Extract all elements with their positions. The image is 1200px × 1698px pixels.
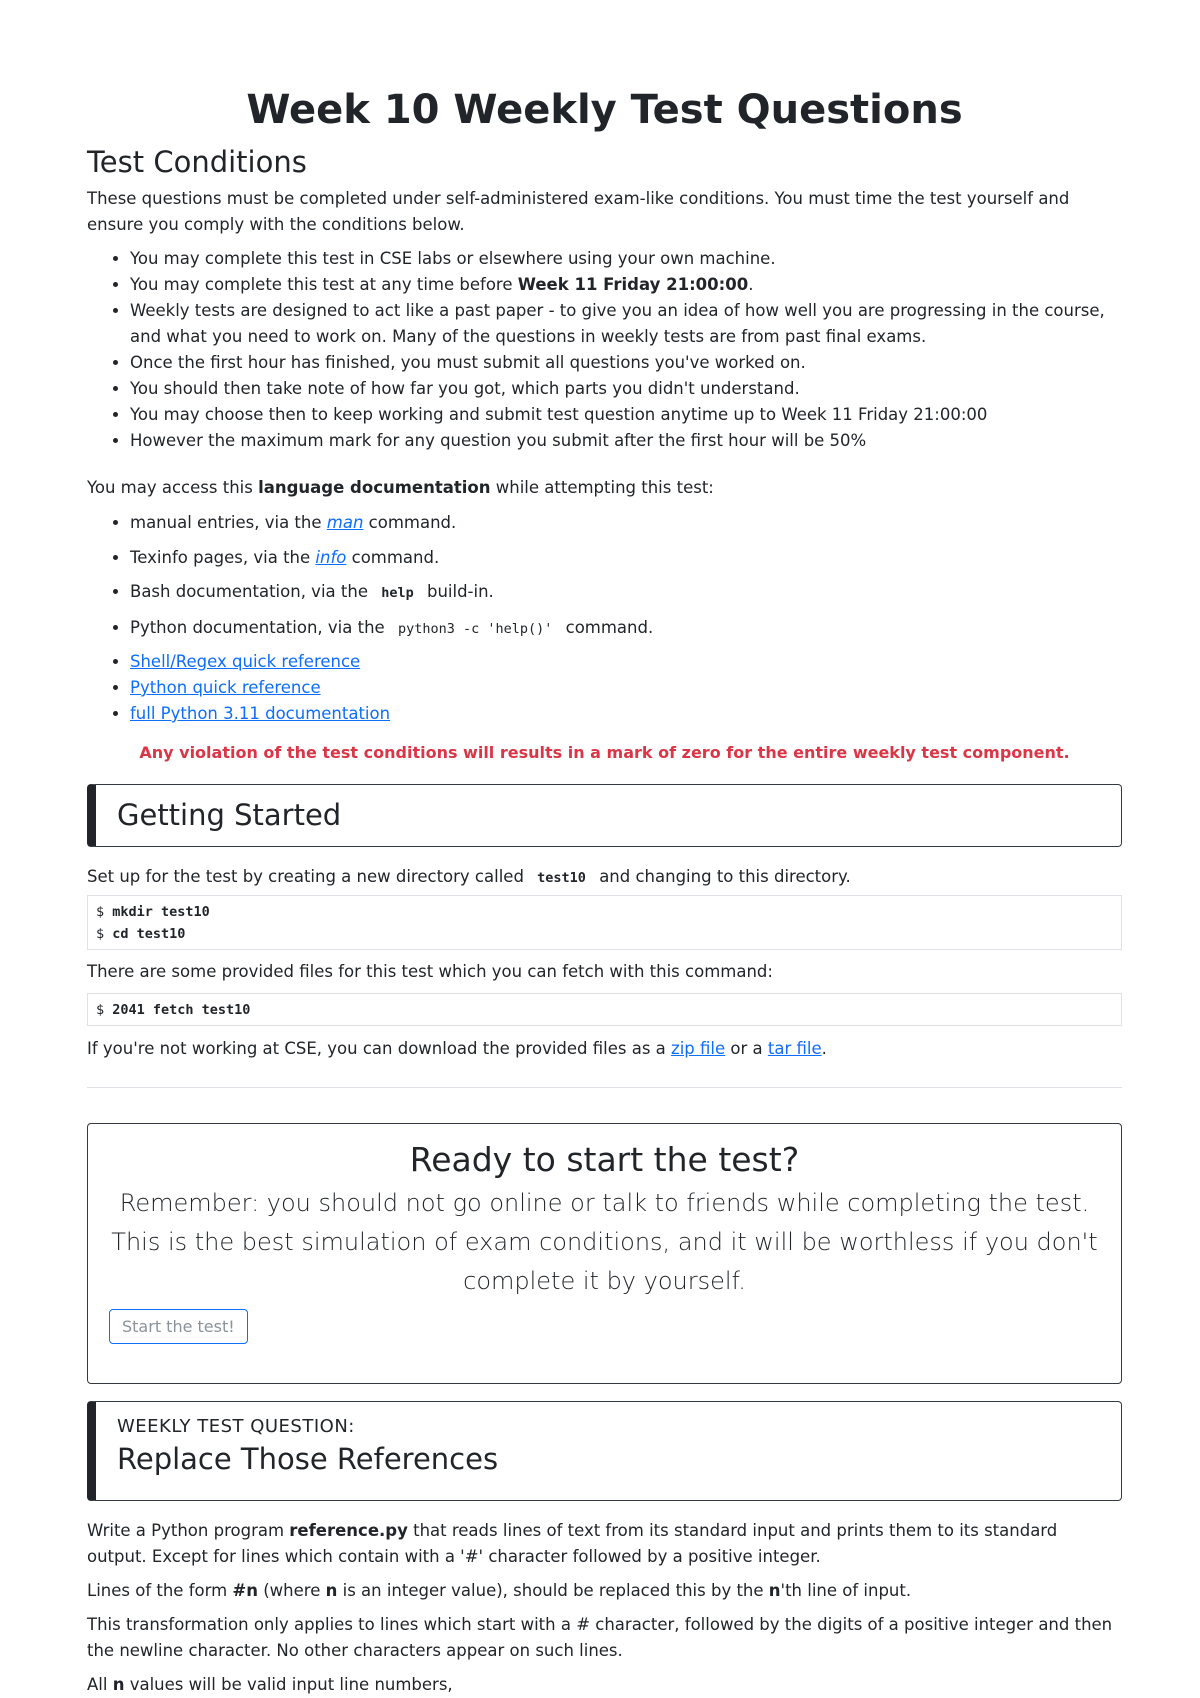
fetch-command	[87, 993, 1122, 1026]
warning-text: Any violation of the test conditions will results in a mark of zero for the entire weekly test component.	[139, 743, 1070, 762]
command-line: $ mkdir test10	[96, 904, 210, 920]
test-conditions-intro: These questions must be completed under self-administered exam-like conditions. You must time the test yourself and ensure you comply with the conditions below.	[87, 188, 1070, 234]
documentation-intro: You may access this language documentation while attempting this test:	[87, 478, 714, 497]
divider	[87, 1087, 1122, 1088]
list-item: • Weekly tests are designed to act like a past paper - to give you an idea of how well you are progressing in the course, and what you need to work on. Many of the questions in weekly tests are from past final exams.	[130, 298, 1122, 350]
list-item	[130, 649, 1122, 675]
question-body	[87, 1518, 1122, 1698]
ready-text: Remember: you should not go online or talk to friends while completing the test. This is the best simulation of exam conditions, and it will be worthless if you don't complete it by yourself.	[111, 1188, 1098, 1295]
list-item: • You should then take note of how far you got, which parts you didn't understand.	[130, 376, 1122, 402]
list-item	[130, 675, 1122, 701]
page-title: Week 10 Weekly Test Questions	[246, 87, 963, 133]
ready-title: Ready to start the test?	[409, 1140, 800, 1179]
setup-commands	[87, 895, 1122, 950]
list-item: • Python documentation, via the python3 -c 'help()' command.	[130, 615, 1122, 642]
reference-links	[87, 649, 1122, 727]
list-item: • Texinfo pages, via the info command.	[130, 545, 1122, 571]
list-item: • Bash documentation, via the help build-in.	[130, 579, 1122, 606]
zip-file-link[interactable]: zip file	[671, 1039, 726, 1058]
deadline: Week 11 Friday 21:00:00	[517, 274, 749, 294]
setup-text: Set up for the test by creating a new directory called test10 and changing to this directory.	[87, 867, 851, 886]
python-docs-link[interactable]: full Python 3.11 documentation	[130, 704, 391, 723]
list-item: • manual entries, via the man command.	[130, 510, 1122, 536]
question-paragraph: Write a Python program reference.py that reads lines of text from its standard input and prints them to its standard output. Except for lines which contain with a '#' character followed by a positive integer.	[87, 1521, 1058, 1566]
list-item: • However the maximum mark for any question you submit after the first hour will be 50%	[130, 428, 1122, 454]
command-line: $ 2041 fetch test10	[96, 1002, 251, 1018]
program-name: reference.py	[289, 1521, 408, 1540]
shell-regex-reference-link[interactable]: Shell/Regex quick reference	[130, 652, 361, 671]
question-paragraph: This transformation only applies to lines which start with a # character, followed by the digits of a positive integer and then the newline character. No other characters appear on such lines.	[87, 1615, 1113, 1660]
info-link[interactable]: info	[315, 547, 347, 567]
command-line: $ cd test10	[96, 926, 186, 942]
documentation-section	[87, 475, 1122, 727]
start-test-button[interactable]: Start the test!	[109, 1309, 248, 1344]
getting-started-header	[87, 784, 1122, 847]
getting-started-heading: Getting Started	[117, 798, 342, 833]
test-conditions-heading: Test Conditions	[87, 145, 307, 179]
dir-code: test10	[537, 870, 586, 886]
help-code: help	[381, 585, 414, 601]
download-text: If you're not working at CSE, you can download the provided files as a zip file or a tar file.	[87, 1039, 827, 1058]
ready-panel	[87, 1123, 1122, 1384]
documentation-list	[87, 510, 1122, 642]
fetch-text: There are some provided files for this test which you can fetch with this command:	[87, 962, 773, 981]
question-kicker: WEEKLY TEST QUESTION:	[117, 1416, 355, 1437]
list-item: • Once the first hour has finished, you must submit all questions you've worked on.	[130, 350, 1122, 376]
list-item: • You may complete this test at any time before Week 11 Friday 21:00:00.	[130, 272, 1122, 298]
man-link[interactable]: man	[326, 513, 364, 532]
test-conditions-section	[87, 145, 1122, 454]
question-header	[87, 1401, 1122, 1501]
question-paragraph: Lines of the form #n (where n is an integer value), should be replaced this by the n'th line of input.	[87, 1581, 912, 1600]
list-item: • You may choose then to keep working and submit test question anytime up to Week 11 Friday 21:00:00	[130, 402, 1122, 428]
list-item	[130, 701, 1122, 727]
python-help-code: python3 -c 'help()'	[397, 620, 553, 637]
question-paragraph: All n values will be valid input line numbers,	[87, 1675, 453, 1694]
list-item: • You may complete this test in CSE labs or elsewhere using your own machine.	[130, 246, 1122, 272]
python-reference-link[interactable]: Python quick reference	[130, 678, 321, 697]
question-title: Replace Those References	[117, 1441, 499, 1476]
conditions-list	[87, 246, 1122, 454]
tar-file-link[interactable]: tar file	[767, 1039, 822, 1058]
